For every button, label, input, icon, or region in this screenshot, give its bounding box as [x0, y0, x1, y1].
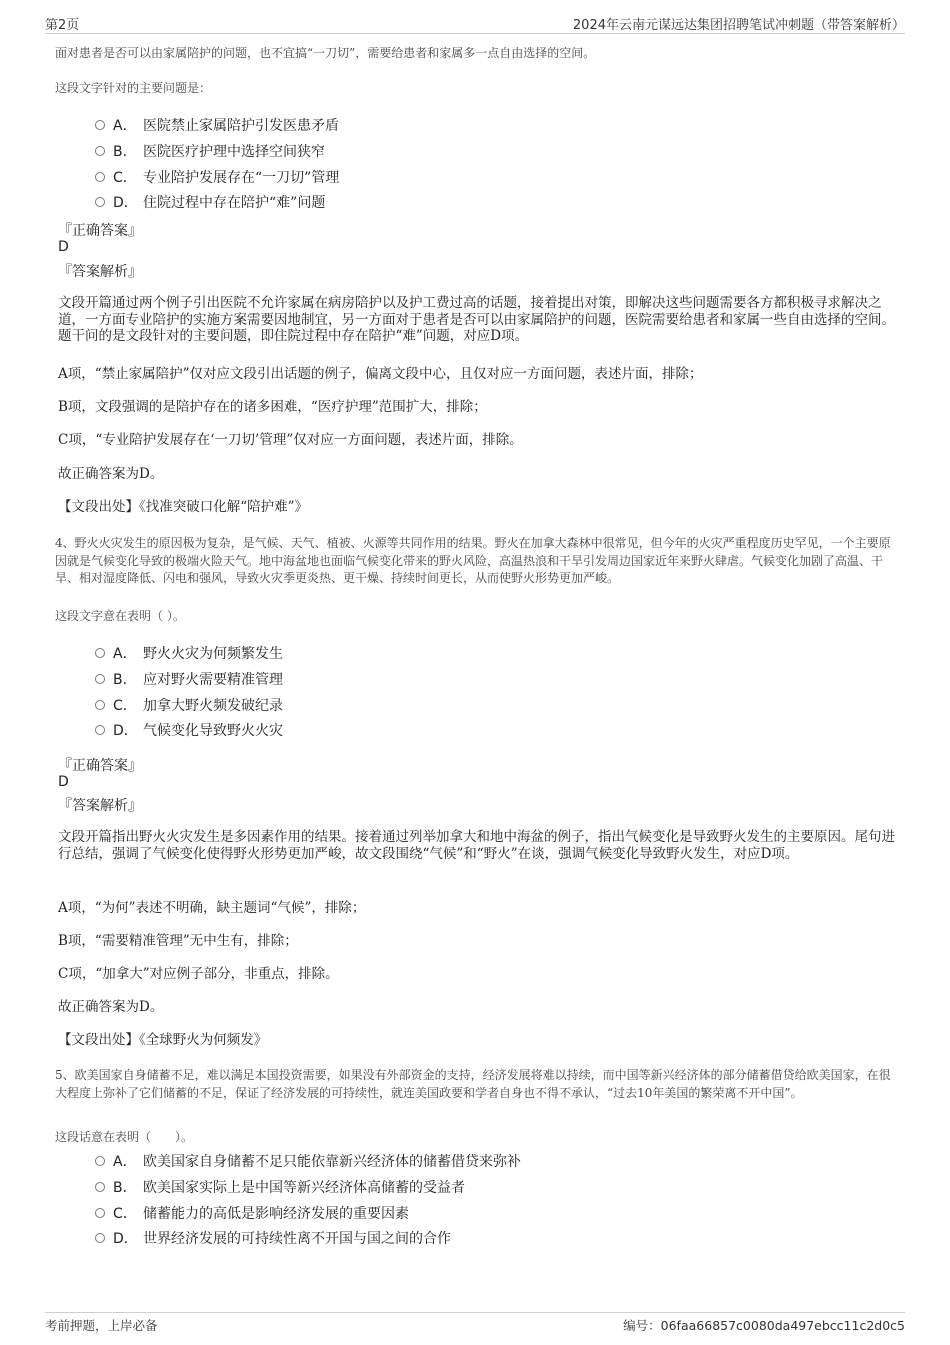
q3-option-a[interactable]: A． 医院禁止家属陪护引发医患矛盾	[95, 115, 339, 133]
q3-analysis-option-b: B项，文段强调的是陪护存在的诸多困难，“医疗护理”范围扩大，排除；	[58, 399, 487, 415]
page-number: 第2页	[45, 18, 80, 33]
q4-option-a[interactable]: A． 野火火灾为何频繁发生	[95, 643, 283, 661]
q3-answer-label: 『正确答案』	[58, 223, 142, 239]
q3-analysis-conclusion: 故正确答案为D。	[58, 466, 164, 482]
radio-icon[interactable]	[95, 172, 105, 182]
radio-icon[interactable]	[95, 674, 105, 684]
q5-stem: 5、欧美国家自身储蓄不足，难以满足本国投资需要，如果没有外部资金的支持，经济发展将难以持续，而中国等新兴经济体的部分储蓄借贷给欧美国家，在很大程度上弥补了它们储蓄的不足，保证了经济发展的可持续性，就连美国政要和学者自身也不得不承认，“过去10年美国的繁荣离不开中国”。	[55, 1068, 891, 1100]
footer-slogan: 考前押题，上岸必备	[45, 1318, 158, 1333]
q5-option-c[interactable]: C． 储蓄能力的高低是影响经济发展的重要因素	[95, 1203, 409, 1221]
q4-source: 【文段出处】《全球野火为何频发》	[58, 1032, 268, 1048]
q3-question: 这段文字针对的主要问题是：	[55, 81, 212, 95]
q4-analysis-conclusion: 故正确答案为D。	[58, 999, 164, 1015]
q3-stem-tail: 面对患者是否可以由家属陪护的问题，也不宜搞“一刀切”，需要给患者和家属多一点自由选择的空间。	[55, 46, 596, 60]
q4-option-c[interactable]: C． 加拿大野火频发破纪录	[95, 695, 283, 713]
radio-icon[interactable]	[95, 120, 105, 130]
q4-analysis-option-c: C项，“加拿大”对应例子部分，非重点，排除。	[58, 966, 339, 982]
radio-icon[interactable]	[95, 1208, 105, 1218]
q5-question: 这段话意在表明（ ）。	[55, 1130, 194, 1144]
q4-analysis-para: 文段开篇指出野火火灾发生是多因素作用的结果。接着通过列举加拿大和地中海盆的例子，指出气候变化是导致野火发生的主要原因。尾句进行总结，强调了气候变化使得野火形势更加严峻，故文段围绕“气候”和“野火”在谈，强调气候变化导致野火发生，对应D项。	[58, 829, 895, 862]
q4-stem: 4、野火火灾发生的原因极为复杂，是气候、天气、植被、火源等共同作用的结果。野火在加拿大森林中很常见，但今年的火灾严重程度历史罕见，一个主要原因就是气候变化导致的极端火险天气。地中海盆地也面临气候变化带来的野火风险，高温热浪和干旱引发周边国家近年来野火肆虐。气候变化加剧了高温、干旱、相对湿度降低、闪电和强风，导致火灾季更炎热、更干燥、持续时间更长，从而使野火形势更加严峻。	[55, 536, 891, 585]
q5-option-b[interactable]: B． 欧美国家实际上是中国等新兴经济体高储蓄的受益者	[95, 1177, 465, 1195]
radio-icon[interactable]	[95, 1233, 105, 1243]
q4-option-b[interactable]: B． 应对野火需要精准管理	[95, 669, 283, 687]
q4-analysis-label: 『答案解析』	[58, 798, 142, 814]
q5-option-d[interactable]: D． 世界经济发展的可持续性离不开国与国之间的合作	[95, 1228, 451, 1246]
radio-icon[interactable]	[95, 1156, 105, 1166]
q3-option-d[interactable]: D． 住院过程中存在陪护“难”问题	[95, 192, 325, 210]
radio-icon[interactable]	[95, 700, 105, 710]
q5-option-a[interactable]: A． 欧美国家自身储蓄不足只能依靠新兴经济体的储蓄借贷来弥补	[95, 1151, 521, 1169]
q3-option-b[interactable]: B． 医院医疗护理中选择空间狭窄	[95, 141, 325, 159]
page-footer	[45, 1312, 905, 1332]
q4-option-d[interactable]: D． 气候变化导致野火火灾	[95, 720, 283, 738]
q3-option-c[interactable]: C． 专业陪护发展存在“一刀切”管理	[95, 167, 339, 185]
q4-answer: D	[58, 774, 69, 790]
page-header	[45, 14, 905, 34]
document-code: 编号：06faa66857c0080da497ebcc11c2d0c5	[623, 1318, 905, 1333]
q4-analysis-option-b: B项，“需要精准管理”无中生有，排除；	[58, 933, 298, 949]
q4-answer-label: 『正确答案』	[58, 758, 142, 774]
q3-analysis-label: 『答案解析』	[58, 264, 142, 280]
radio-icon[interactable]	[95, 146, 105, 156]
q4-question: 这段文字意在表明（ ）。	[55, 609, 185, 623]
radio-icon[interactable]	[95, 197, 105, 207]
q3-analysis-option-a: A项，“禁止家属陪护”仅对应文段引出话题的例子，偏离文段中心，且仅对应一方面问题，表述片面，排除；	[58, 366, 703, 382]
q3-answer: D	[58, 239, 69, 255]
q3-analysis-option-c: C项，“专业陪护发展存在‘一刀切’管理”仅对应一方面问题，表述片面，排除。	[58, 432, 523, 448]
radio-icon[interactable]	[95, 1182, 105, 1192]
q3-source: 【文段出处】《找准突破口化解“陪护难”》	[58, 499, 309, 515]
document-title: 2024年云南元谋远达集团招聘笔试冲刺题（带答案解析）	[572, 18, 905, 33]
radio-icon[interactable]	[95, 648, 105, 658]
q4-analysis-option-a: A项，“为何”表述不明确，缺主题词“气候”，排除；	[58, 900, 366, 916]
radio-icon[interactable]	[95, 725, 105, 735]
q3-analysis-para: 文段开篇通过两个例子引出医院不允许家属在病房陪护以及护工费过高的话题，接着提出对策，即解决这些问题需要各方都积极寻求解决之道，一方面专业陪护的实施方案需要因地制宜，另一方面对于患者是否可以由家属陪护的问题，医院需要给患者和家属一些自由选择的空间。题干问的是文段针对的主要问题，即住院过程中存在陪护“难”问题，对应D项。	[58, 295, 895, 344]
